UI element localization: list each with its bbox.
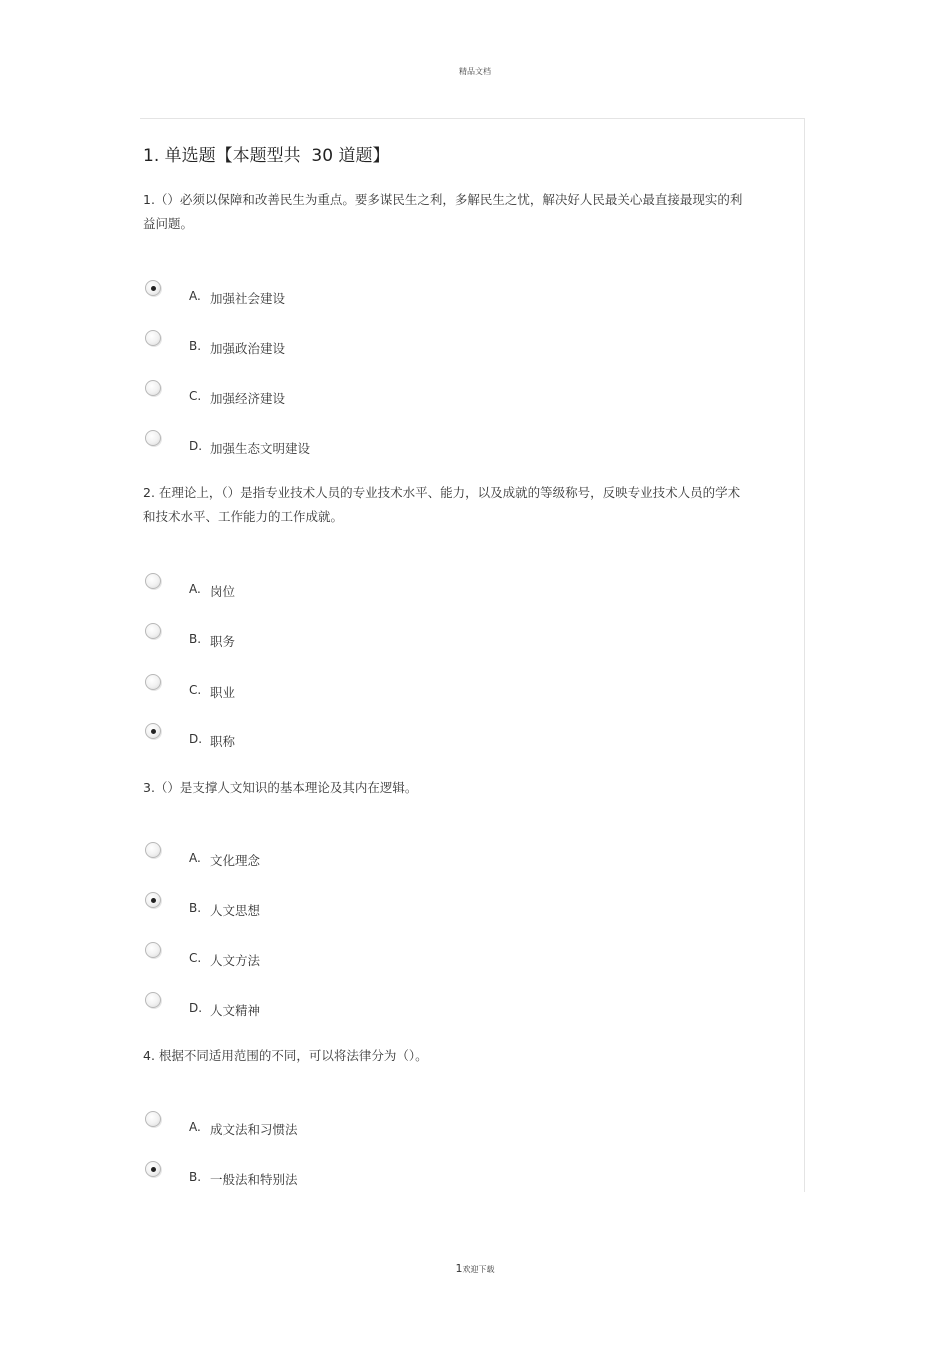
- footer-note: 欢迎下载: [462, 1265, 495, 1274]
- radio-button-icon[interactable]: [145, 573, 161, 589]
- option-label: 加强社会建设: [210, 291, 286, 306]
- page-footer: [0, 1262, 950, 1275]
- option-label: 职称: [210, 734, 236, 749]
- page-header-note: 精品文档: [459, 67, 491, 76]
- question-2-option-a[interactable]: [0, 579, 950, 603]
- option-letter: B.: [189, 632, 202, 646]
- question-2-option-b[interactable]: [0, 629, 950, 653]
- option-label: 加强经济建设: [210, 391, 286, 406]
- option-label: 一般法和特别法: [210, 1172, 298, 1187]
- question-3-option-a[interactable]: [0, 848, 950, 872]
- option-letter: A.: [189, 1120, 201, 1134]
- question-3-option-b[interactable]: [0, 898, 950, 922]
- option-label: 职务: [210, 634, 236, 649]
- panel-top-border: [140, 118, 805, 119]
- option-label: 人文精神: [210, 1003, 261, 1018]
- option-letter: A.: [189, 851, 201, 865]
- radio-button-icon[interactable]: [145, 892, 161, 908]
- question-3-text: 3.（）是支撑人文知识的基本理论及其内在逻辑。: [143, 780, 418, 795]
- radio-button-icon[interactable]: [145, 723, 161, 739]
- radio-button-icon[interactable]: [145, 1111, 161, 1127]
- option-letter: D.: [189, 732, 203, 746]
- radio-button-icon[interactable]: [145, 842, 161, 858]
- section-title: 1. 单选题【本题型共 30 道题】: [143, 146, 390, 166]
- radio-button-icon[interactable]: [145, 1161, 161, 1177]
- option-letter: C.: [189, 389, 202, 403]
- question-2-option-d[interactable]: [0, 729, 950, 753]
- option-label: 成文法和习惯法: [210, 1122, 298, 1137]
- page-number: 1: [455, 1262, 463, 1275]
- question-1-option-c[interactable]: [0, 386, 950, 410]
- option-letter: B.: [189, 901, 202, 915]
- radio-button-icon[interactable]: [145, 380, 161, 396]
- question-1-option-b[interactable]: [0, 336, 950, 360]
- option-letter: D.: [189, 439, 203, 453]
- option-label: 加强生态文明建设: [210, 441, 311, 456]
- radio-button-icon[interactable]: [145, 623, 161, 639]
- question-4-option-a[interactable]: [0, 1117, 950, 1141]
- option-label: 加强政治建设: [210, 341, 286, 356]
- question-3-option-d[interactable]: [0, 998, 950, 1022]
- question-2-option-c[interactable]: [0, 680, 950, 704]
- option-letter: B.: [189, 1170, 202, 1184]
- option-label: 人文方法: [210, 953, 261, 968]
- radio-button-icon[interactable]: [145, 280, 161, 296]
- panel-right-border: [804, 118, 805, 1192]
- option-letter: D.: [189, 1001, 203, 1015]
- option-letter: B.: [189, 339, 202, 353]
- question-4-option-b[interactable]: [0, 1167, 950, 1191]
- radio-button-icon[interactable]: [145, 330, 161, 346]
- option-letter: A.: [189, 582, 201, 596]
- option-label: 人文思想: [210, 903, 261, 918]
- question-1-text: 1.（）必须以保障和改善民生为重点。要多谋民生之利，多解民生之忧，解决好人民最关心最直接最现实的利益问题。: [143, 192, 743, 231]
- radio-button-icon[interactable]: [145, 430, 161, 446]
- radio-button-icon[interactable]: [145, 992, 161, 1008]
- option-letter: C.: [189, 683, 202, 697]
- question-1-option-a[interactable]: [0, 286, 950, 310]
- option-letter: C.: [189, 951, 202, 965]
- question-1-option-d[interactable]: [0, 436, 950, 460]
- option-label: 文化理念: [210, 853, 261, 868]
- question-2-text: 2. 在理论上，（）是指专业技术人员的专业技术水平、能力，以及成就的等级称号，反映专业技术人员的学术和技术水平、工作能力的工作成就。: [143, 485, 741, 524]
- question-4-text: 4. 根据不同适用范围的不同，可以将法律分为（）。: [143, 1048, 428, 1063]
- option-letter: A.: [189, 289, 201, 303]
- question-3-option-c[interactable]: [0, 948, 950, 972]
- radio-button-icon[interactable]: [145, 942, 161, 958]
- option-label: 岗位: [210, 584, 236, 599]
- radio-button-icon[interactable]: [145, 674, 161, 690]
- option-label: 职业: [210, 685, 236, 700]
